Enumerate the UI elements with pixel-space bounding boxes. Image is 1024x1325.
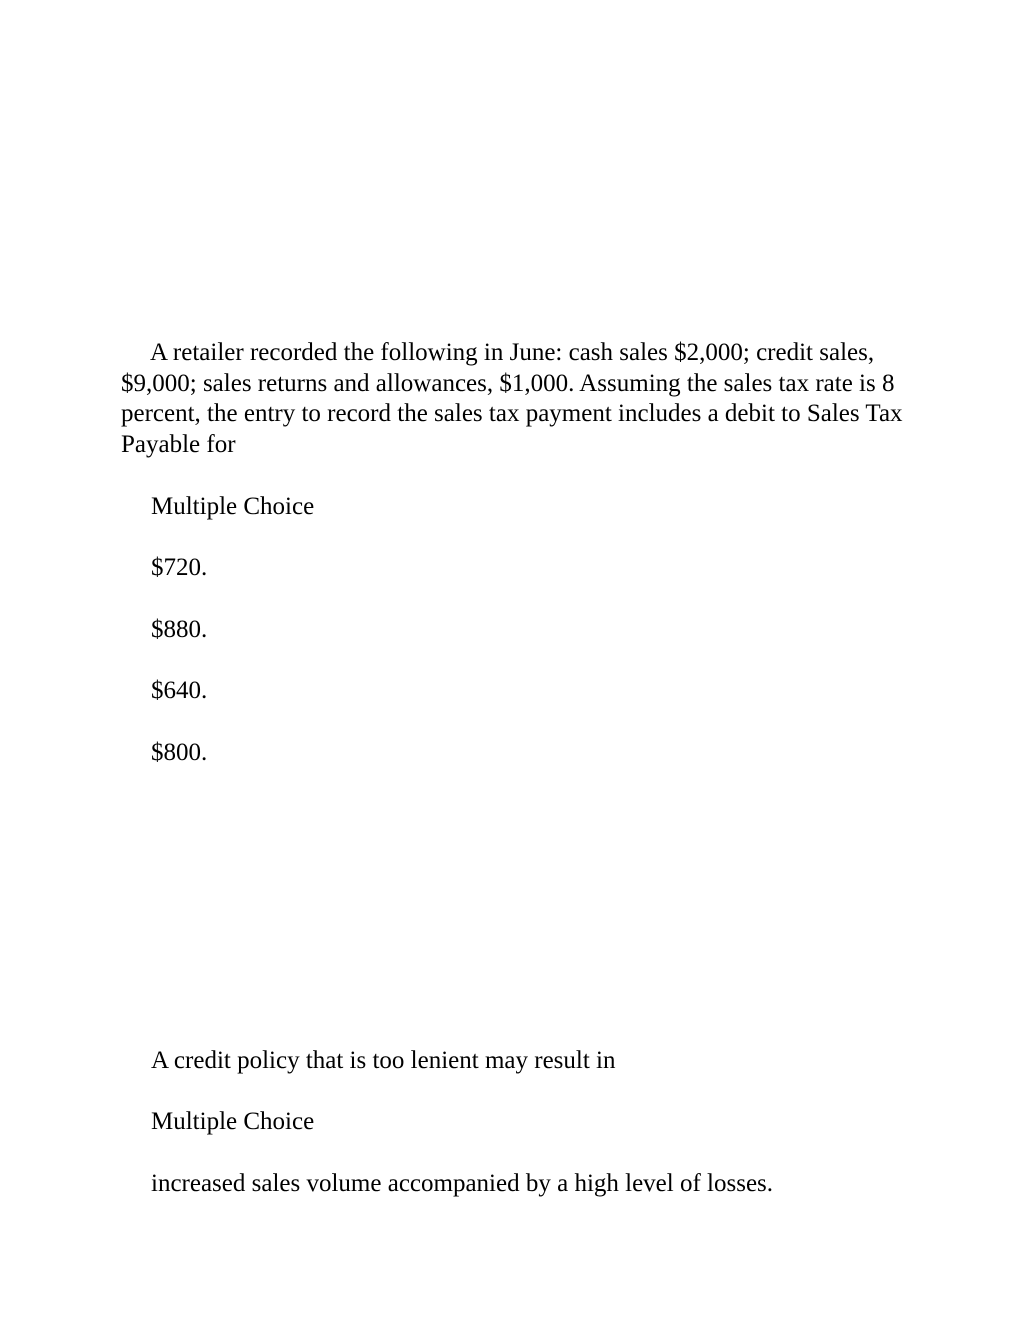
question-1-prompt-block bbox=[121, 338, 911, 460]
question-1-option-c[interactable]: $640. bbox=[151, 677, 208, 704]
question-1-option-b[interactable]: $880. bbox=[151, 616, 208, 643]
question-2-option-a[interactable]: increased sales volume accompanied by a high level of losses. bbox=[151, 1170, 774, 1197]
question-2-prompt: A credit policy that is too lenient may result in bbox=[151, 1047, 616, 1074]
question-1-option-a[interactable]: $720. bbox=[151, 554, 208, 581]
question-1-type-label: Multiple Choice bbox=[151, 493, 315, 520]
question-1-prompt: A retailer recorded the following in June: cash sales $2,000; credit sales, $9,000; sales returns and allowances, $1,000. Assuming the sales tax rate is 8 percent, the entry to record the sales tax payment includes a debit to Sales Tax Payable for bbox=[121, 339, 903, 458]
question-2-type-label: Multiple Choice bbox=[151, 1108, 315, 1135]
question-1-option-d[interactable]: $800. bbox=[151, 739, 208, 766]
